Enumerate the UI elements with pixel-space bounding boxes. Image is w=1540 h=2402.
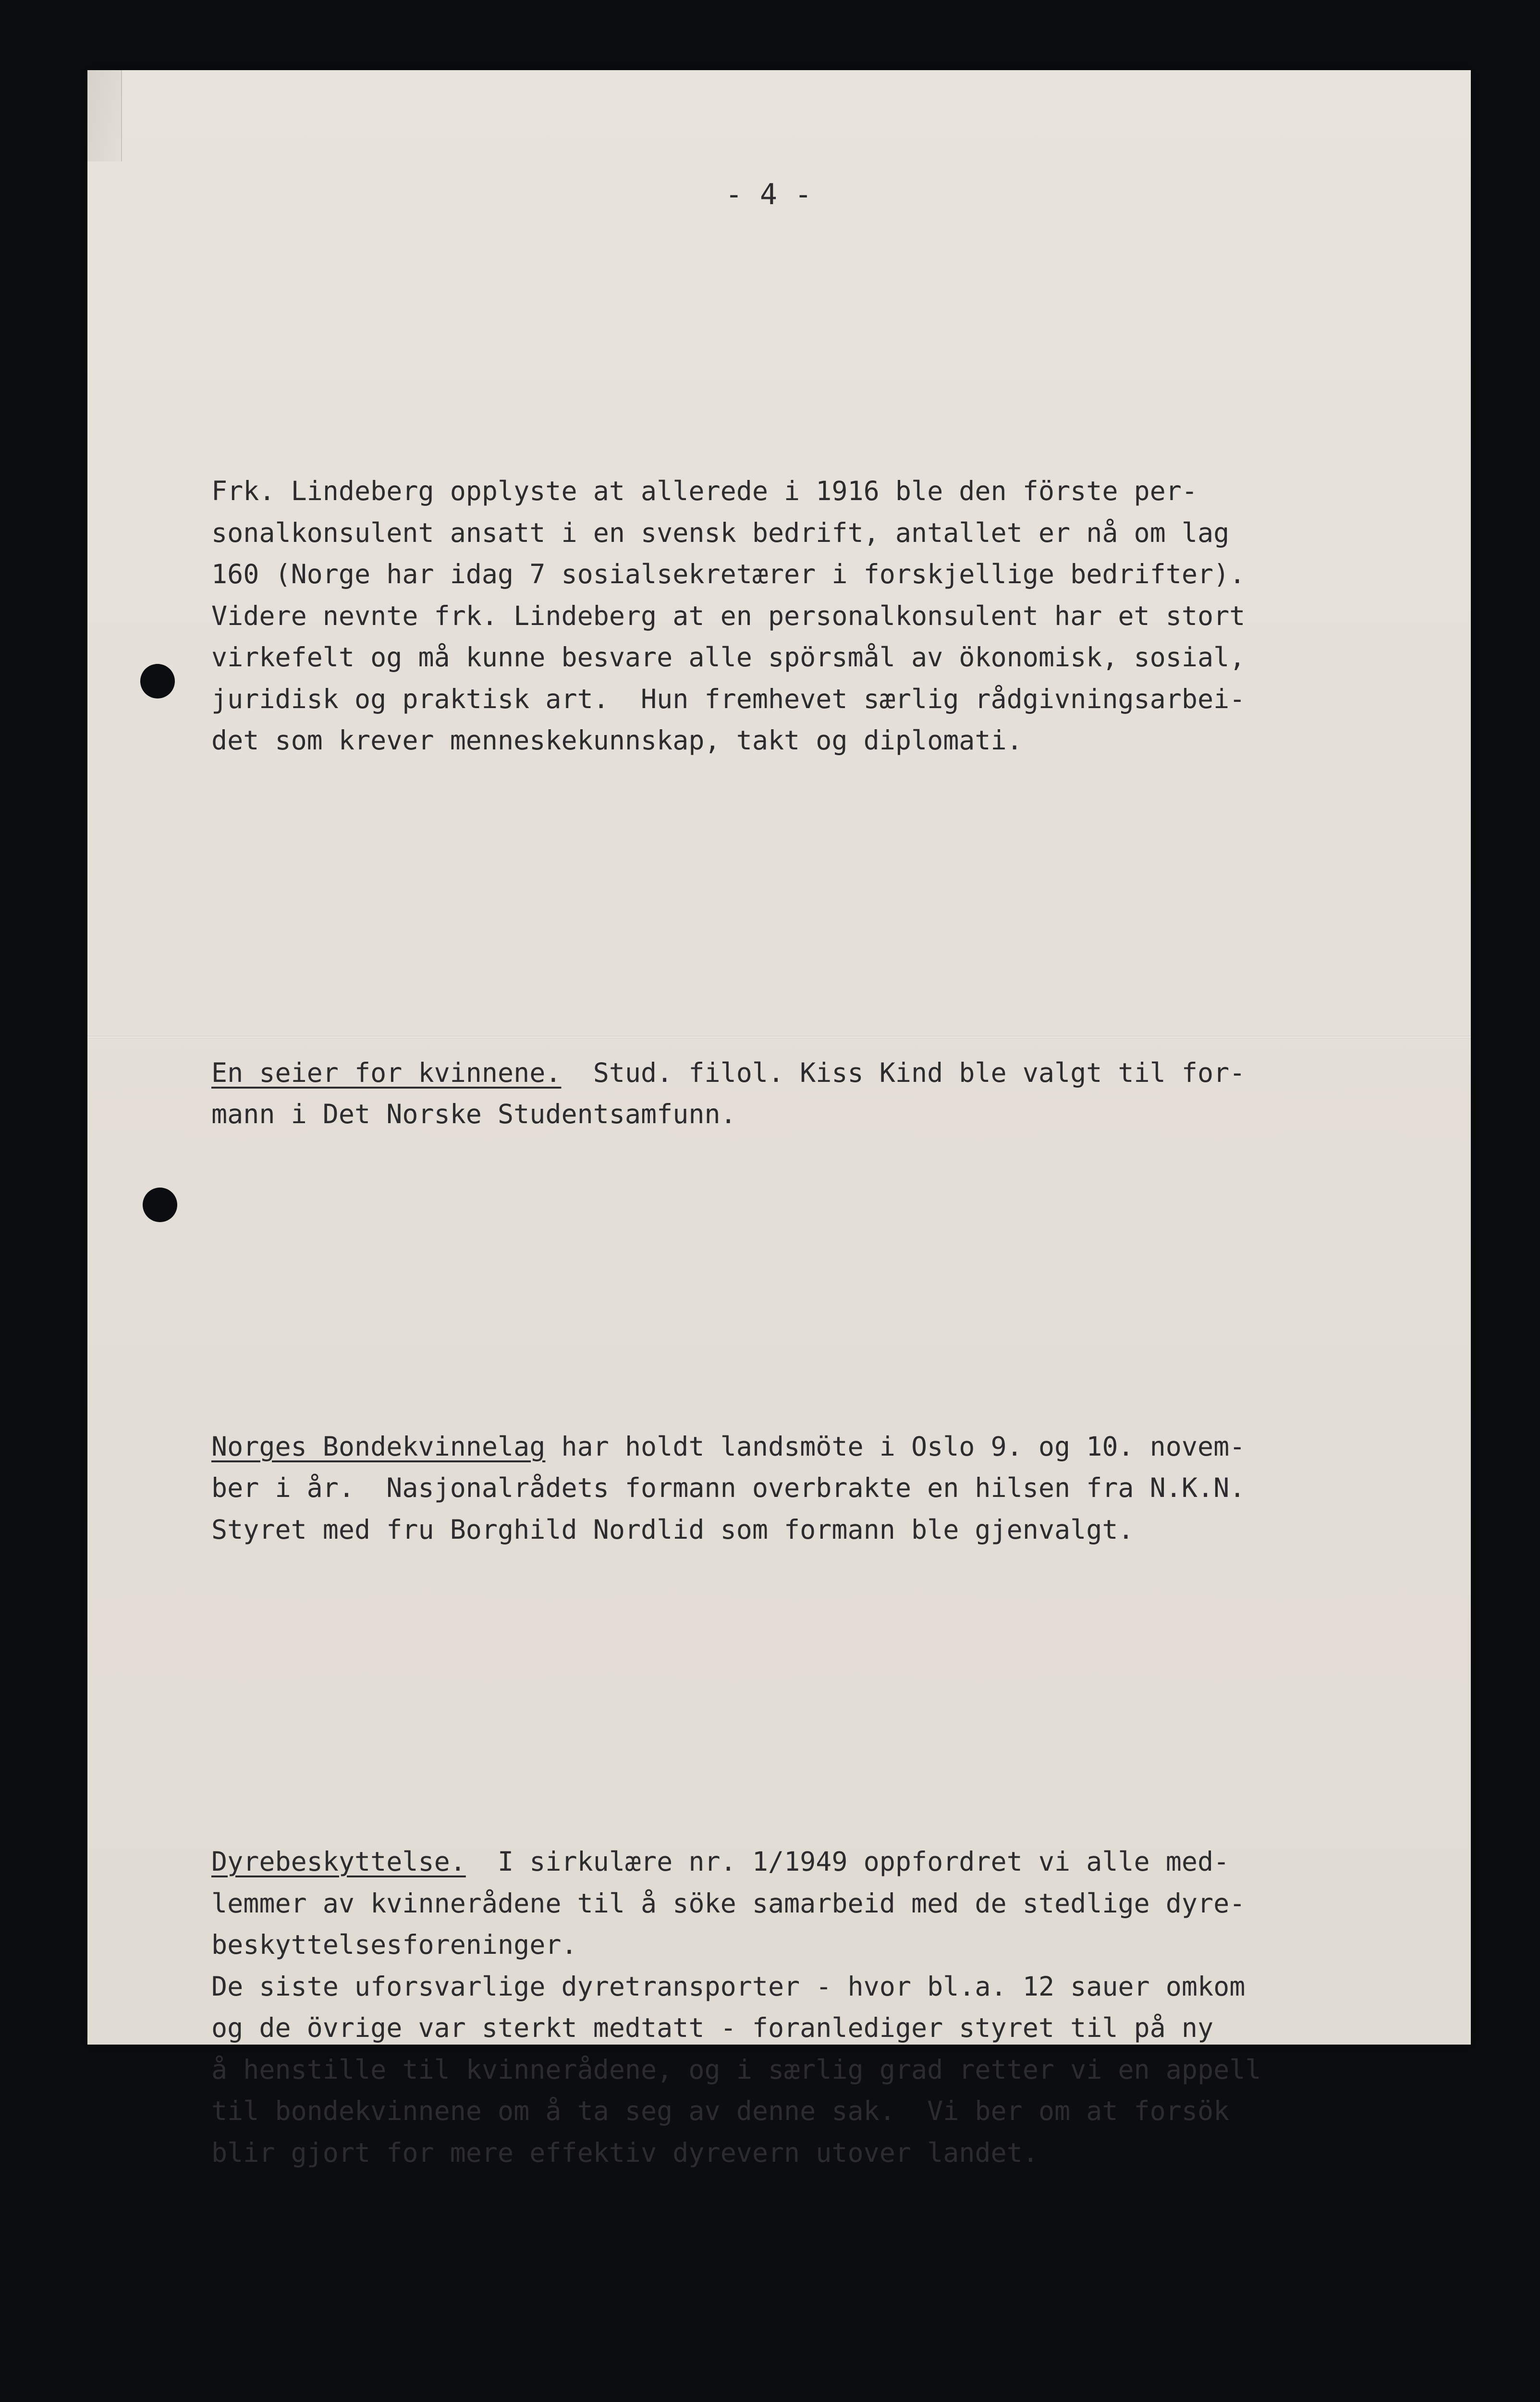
paragraph-dyrebeskyttelse [211, 1841, 1441, 2173]
section-heading: Dyrebeskyttelse. [211, 1846, 466, 1877]
text-line [211, 1841, 1441, 1883]
paragraph-seier [211, 1052, 1441, 1135]
text-line: blir gjort for mere effektiv dyrevern utover landet. [211, 2137, 1039, 2168]
page-number: - 4 - [725, 178, 812, 211]
text-line: De siste uforsvarlige dyretransporter - hvor bl.a. 12 sauer omkom [211, 1971, 1246, 2002]
text-line: lemmer av kvinnerådene til å söke samarbeid med de stedlige dyre- [211, 1887, 1246, 1919]
text-line: 160 (Norge har idag 7 sosialsekretærer i forskjellige bedrifter). [211, 559, 1246, 589]
text-span: Stud. filol. Kiss Kind ble valgt til for- [561, 1057, 1246, 1088]
torn-corner [87, 70, 122, 161]
text-span: I sirkulære nr. 1/1949 oppfordret vi alle med- [465, 1846, 1230, 1877]
text-line [211, 1426, 1441, 1468]
section-heading: Norges Bondekvinnelag [211, 1431, 546, 1462]
paragraph-bondekvinnelag [211, 1426, 1441, 1551]
section-heading: En seier for kvinnene. [211, 1057, 562, 1088]
text-span: har holdt landsmöte i Oslo 9. og 10. novem- [545, 1431, 1246, 1462]
text-line: Videre nevnte frk. Lindeberg at en personalkonsulent har et stort [211, 600, 1246, 631]
punch-hole [140, 664, 175, 699]
punch-hole [143, 1188, 177, 1222]
paragraph-intro [211, 470, 1441, 761]
text-line: virkefelt og må kunne besvare alle spörsmål av ökonomisk, sosial, [211, 642, 1246, 673]
text-line [211, 1052, 1441, 1094]
text-line: sonalkonsulent ansatt i en svensk bedrift, antallet er nå om lag [211, 517, 1230, 548]
document-body [211, 173, 1441, 2402]
text-line: Frk. Lindeberg opplyste at allerede i 1916 ble den förste per- [211, 476, 1198, 506]
text-line: juridisk og praktisk art. Hun fremhevet særlig rådgivningsarbei- [211, 683, 1246, 714]
text-line: å henstille til kvinnerådene, og i særlig grad retter vi en appell [211, 2054, 1261, 2085]
text-line: Styret med fru Borghild Nordlid som formann ble gjenvalgt. [211, 1514, 1134, 1545]
text-line: det som krever menneskekunnskap, takt og diplomati. [211, 725, 1023, 756]
text-line: ber i år. Nasjonalrådets formann overbrakte en hilsen fra N.K.N. [211, 1472, 1246, 1503]
text-line: beskyttelsesforeninger. [211, 1929, 577, 1960]
text-line: til bondekvinnene om å ta seg av denne sak. Vi ber om at forsök [211, 2096, 1230, 2126]
text-line: mann i Det Norske Studentsamfunn. [211, 1099, 736, 1129]
text-line: og de övrige var sterkt medtatt - foranlediger styret til på ny [211, 2012, 1214, 2043]
